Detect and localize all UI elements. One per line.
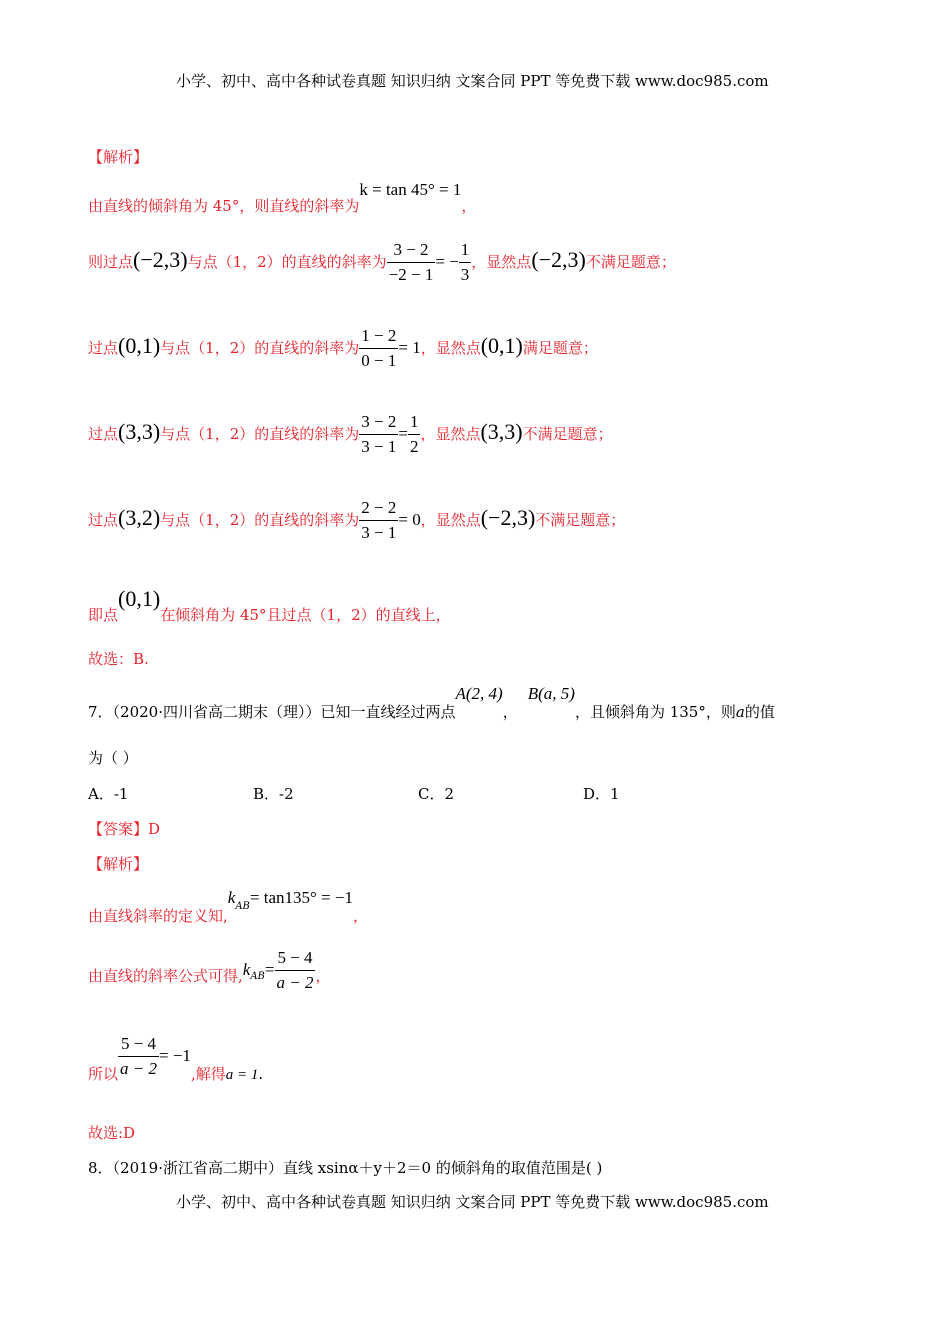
q7-step2: 由直线的斜率公式可得$,k_{AB}=$ $\frac{5 - 4}{a - 2}$ ， (88, 948, 331, 992)
q7-answer: 【答案】D (88, 820, 161, 838)
q7-step3: 所以 $\frac{5 - 4}{a - 2}$ = −1,解得a = 1. (88, 1034, 264, 1083)
q6-line6: 即点(0,1)在倾斜角为 45°且过点（1，2）的直线上， (88, 586, 451, 624)
point-b: B(a, 5) (527, 684, 575, 703)
point: (−2,3) (480, 505, 536, 530)
point: (3,3) (480, 419, 523, 444)
point: (−2,3) (133, 247, 188, 272)
fraction: $\frac{1}{3}$ (460, 240, 470, 284)
q7-conclusion: 故选:D (88, 1124, 136, 1142)
q8-stem: 8．（2019·浙江省高二期中）直线 xsinα＋y＋2＝0 的倾斜角的取值范围是( ) (88, 1159, 603, 1177)
fraction: $\frac{5 - 4}{a - 2}$ (120, 1034, 157, 1078)
fraction: $\frac{3 - 2}{3 - 1}$ (361, 412, 397, 456)
q6-analysis-label: 【解析】 (88, 148, 149, 166)
point-a: A(2, 4) (455, 684, 503, 703)
point: (3,2) (118, 505, 161, 530)
q6-conclusion: 故选：B. (88, 650, 149, 668)
fraction: $\frac{3 - 2}{-2 - 1}$ (388, 240, 434, 284)
fraction: $\frac{1 - 2}{0 - 1}$ (361, 326, 397, 370)
q6-line1: 由直线的倾斜角为 45°，则直线的斜率为k = tan 45° = 1， (88, 180, 477, 215)
page-header: 小学、初中、高中各种试卷真题 知识归纳 文案合同 PPT 等免费下载 www.doc985.com (176, 72, 769, 90)
option-c: C．2 (418, 785, 455, 803)
fraction: $\frac{1}{2}$ (409, 412, 419, 456)
q7-analysis-label: 【解析】 (88, 855, 149, 873)
q6-line3: 过点(0,1)与点（1，2）的直线的斜率为 $\frac{1 - 2}{0 - 1}$ = 1，显然点(0,1)满足题意； (88, 326, 598, 370)
fraction: $\frac{5 - 4}{a - 2}$ (276, 948, 314, 992)
q7-stem-line2: 为（ ） (88, 749, 138, 767)
fraction: $\frac{2 - 2}{3 - 1}$ (361, 498, 397, 542)
q6-l1-formula: k = tan 45° = 1 (359, 180, 462, 199)
point: (0,1) (480, 333, 523, 358)
point: (−2,3) (531, 247, 586, 272)
option-d: D．1 (583, 785, 620, 803)
point: (0,1) (118, 333, 161, 358)
q6-line4: 过点(3,3)与点（1，2）的直线的斜率为 $\frac{3 - 2}{3 - 1}$ = $\frac{1}{2}$ ，显然点(3,3)不满足题意； (88, 412, 613, 456)
q7-stem: 7．（2020·四川省高二期末（理））已知一直线经过两点A(2, 4)，B(a, 5)，且倾斜角为 135°，则a的值 (88, 684, 775, 721)
page-footer: 小学、初中、高中各种试卷真题 知识归纳 文案合同 PPT 等免费下载 www.doc985.com (176, 1193, 769, 1211)
q6-line2: 则过点(−2,3)与点（1，2）的直线的斜率为 $\frac{3 - 2}{-2 - 1}$ = − $\frac{1}{3}$ ，显然点(−2,3)不满足题意； (88, 240, 676, 284)
option-b: B．-2 (253, 785, 294, 803)
point: (0,1) (118, 586, 161, 611)
option-a: A．-1 (88, 785, 129, 803)
point: (3,3) (118, 419, 161, 444)
q7-step1: 由直线斜率的定义知,kAB= tan135° = −1， (88, 888, 369, 925)
q6-line5: 过点(3,2)与点（1，2）的直线的斜率为 $\frac{2 - 2}{3 - 1}$ = 0，显然点(−2,3)不满足题意； (88, 498, 626, 542)
